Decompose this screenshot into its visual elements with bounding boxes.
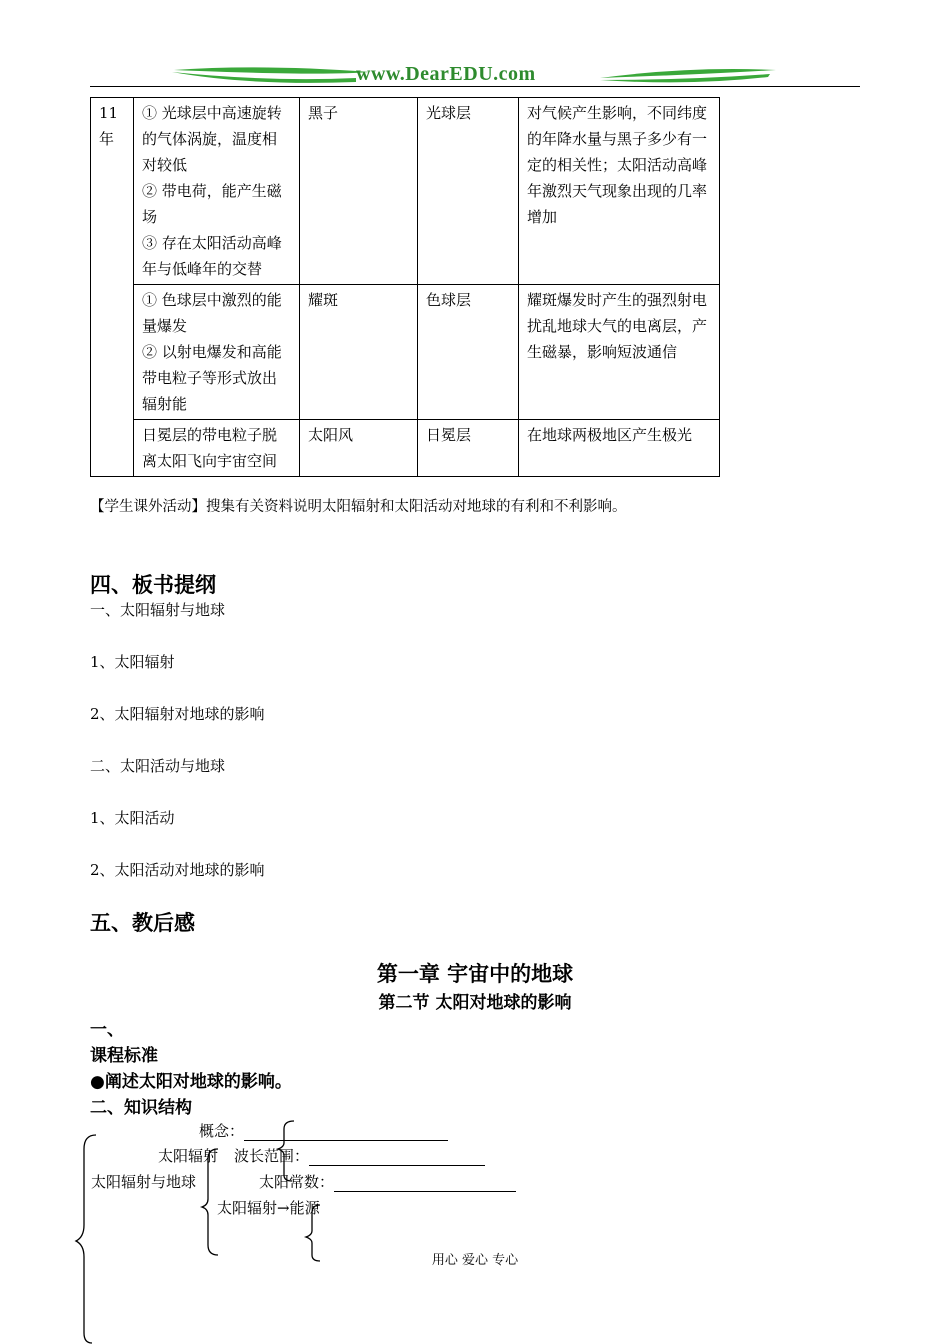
outline-line: 二、太阳活动与地球 (90, 757, 226, 775)
outline-line: 一、太阳辐射与地球 (90, 601, 226, 619)
concept-label: 概念： (199, 1122, 245, 1140)
header-divider (90, 86, 860, 87)
section5-heading: 五、教后感 (90, 910, 195, 935)
chapter-title: 第一章 宇宙中的地球 (376, 961, 574, 986)
feature-line: 日冕层的带电粒子脱离太阳飞向宇宙空间 (142, 426, 278, 470)
impact-cell: 对气候产生影响，不同纬度的年降水量与黑子多少有一定的相关性；太阳活动高峰年激烈天气现象出现的几率增加 (519, 98, 720, 285)
energy-label: 太阳辐射→能源 (217, 1199, 320, 1217)
layer-cell: 日冕层 (418, 420, 519, 477)
features-cell (134, 420, 300, 477)
features-cell (134, 285, 300, 420)
feature-line: ① 色球层中激烈的能量爆发 (142, 291, 282, 335)
outline-line: 2、太阳活动对地球的影响 (90, 861, 265, 879)
outline-line: 1、太阳辐射 (90, 653, 175, 671)
layer-cell: 光球层 (418, 98, 519, 285)
footer-text: 用心 爱心 专心 (431, 1253, 519, 1268)
standard-label: 课程标准 (90, 1046, 158, 1066)
constant-blank (334, 1175, 516, 1192)
table-row (91, 98, 720, 285)
outline-line: 1、太阳活动 (90, 809, 175, 827)
impact-cell: 在地球两极地区产生极光 (519, 420, 720, 477)
brace-lines (70, 1115, 330, 1344)
student-activity-text: 【学生课外活动】搜集有关资料说明太阳辐射和太阳活动对地球的有利和不利影响。 (90, 499, 627, 515)
part1-label: 一、 (90, 1020, 124, 1040)
feature-line: ② 以射电爆发和高能带电粒子等形式放出辐射能 (142, 343, 282, 413)
year-cell: 11年 (91, 98, 134, 477)
part2-label: 二、知识结构 (90, 1098, 192, 1118)
standard-item: ●阐述太阳对地球的影响。 (90, 1072, 292, 1092)
features-cell (134, 98, 300, 285)
logo-text: www.DearEDU.com (356, 63, 536, 85)
wavelength-label: 波长范围： (234, 1147, 310, 1165)
feature-line: ③ 存在太阳活动高峰年与低峰年的交替 (142, 234, 282, 278)
radiation-label: 太阳辐射 (158, 1147, 219, 1165)
activity-name-cell: 黑子 (300, 98, 418, 285)
feature-line: ② 带电荷，能产生磁场 (142, 182, 282, 226)
section4-heading: 四、板书提纲 (90, 572, 216, 597)
activity-name-cell: 太阳风 (300, 420, 418, 477)
table-row (91, 420, 720, 477)
root-label: 太阳辐射与地球 (91, 1173, 197, 1191)
layer-cell: 色球层 (418, 285, 519, 420)
activity-name-cell: 耀斑 (300, 285, 418, 420)
table-row (91, 285, 720, 420)
constant-label: 太阳常数： (259, 1173, 335, 1191)
impact-cell: 耀斑爆发时产生的强烈射电扰乱地球大气的电离层，产生磁暴，影响短波通信 (519, 285, 720, 420)
wavelength-blank (309, 1149, 485, 1166)
section-subtitle: 第二节 太阳对地球的影响 (378, 993, 572, 1013)
feature-line: ① 光球层中高速旋转的气体涡旋，温度相对较低 (142, 104, 282, 174)
outline-line: 2、太阳辐射对地球的影响 (90, 705, 265, 723)
solar-activity-table (90, 97, 720, 477)
